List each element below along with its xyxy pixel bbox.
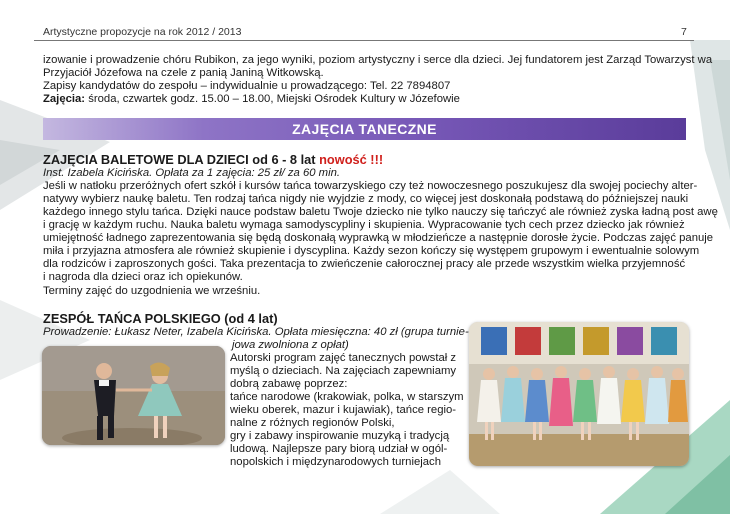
section-banner [43,118,686,140]
page-number: 7 [681,26,687,38]
ballet-line: każdego innego stylu tańca. Dzięki nauce podstaw baletu Twoje dziecko nie tylko nauczy się tańczyć ale również zyska ładną post awę [43,206,718,218]
polish-credits-2: jowa zwolniona z opłat) [232,339,349,351]
polish-line: nalne z różnych regionów Polski, [230,417,395,429]
polish-line: tańce narodowe (krakowiak, polka, w starszym [230,391,464,403]
ballet-heading [43,152,383,167]
ballet-title: ZAJĘCIA BALETOWE DLA DZIECI od 6 - 8 lat [43,152,316,167]
intro-line-2: Przyjaciół Józefowa na czele z panią Janiną Witkowską. [43,67,324,79]
new-badge: nowość !!! [319,152,384,167]
polish-line: ludową. Najlepsze pary biorą udział w ogól- [230,443,448,455]
section-title: ZAJĘCIA TANECZNE [292,121,437,137]
schedule-text: środa, czwartek godz. 15.00 – 18.00, Miejski Ośrodek Kultury w Józefowie [85,93,460,105]
ballet-line: Jeśli w natłoku przeróżnych ofert szkół i kursów tańca towarzyskiego czy też nowoczesnego poszukujesz dla swojej pociechy alter- [43,180,698,192]
intro-line-3: Zapisy kandydatów do zespołu – indywidualnie u prowadzącego: Tel. 22 7894807 [43,80,451,92]
children-group-photo [469,322,689,466]
ballet-line: umiejętność ładnego zaprezentowania się będą doskonałą wyprawką w młodzieńcze a następnie dorosłe życie. Podczas zajęć panuje [43,232,714,244]
running-header: Artystyczne propozycje na rok 2012 / 2013 [43,26,242,38]
ballet-schedule: Terminy zajęć do uzgodnienia we wrześniu. [43,285,261,297]
polish-line: Autorski program zajęć tanecznych powstał z [230,352,457,364]
ballet-line: i grację w każdym ruchu. Nauka baletu wymaga samodyscypliny i skupienia. Wypracowanie tych cech przez dziecko jak również [43,219,685,231]
polish-line: dobrą zabawę poprzez: [230,378,348,390]
polish-dance-heading: ZESPÓŁ TAŃCA POLSKIEGO (od 4 lat) [43,311,278,326]
schedule-label: Zajęcia: [43,93,86,105]
intro-schedule [43,93,460,106]
polish-line: gry i zabawy inspirowanie muzyką i tradycją [230,430,450,442]
ballet-line: natywy wybierz naukę baletu. Ten rodzaj tańca nigdy nie wyjdzie z mody, co więcej jest doskonałą podstawą do późniejszej nauki [43,193,689,205]
dancing-couple-photo [42,346,225,445]
ballet-line: dla rodziców i zaproszonych gości. Taka prezentacja to zwieńczenie całorocznej pracy ale przede wszystkim wielka przyjemność [43,258,686,270]
polish-line: nopolskich i międzynarodowych turniejach [230,456,441,468]
polish-line: myślą o dzieciach. Na zajęciach zapewniamy [230,365,457,377]
polish-credits-1: Prowadzenie: Łukasz Neter, Izabela Kicińska. Opłata miesięczna: 40 zł (grupa turnie- [43,326,469,338]
ballet-line: i nagroda dla dzieci oraz ich opiekunów. [43,271,243,283]
ballet-instructor: Inst. Izabela Kicińska. Opłata za 1 zajęcia: 25 zł/ za 60 min. [43,167,341,179]
ballet-line: miła i przyjazna atmosfera ale również skupienie i dyscyplina. Każdy sezon kończy się występem grupowym i ewentualnie solowym [43,245,700,257]
polish-line: wieku oberek, mazur i kujawiak), tańce regio- [230,404,457,416]
header-divider [34,40,694,41]
intro-line-1: izowanie i prowadzenie chóru Rubikon, za jego wyniki, poziom artystyczny i serce dla dzieci. Jej fundatorem jest Zarząd Towarzyst wa [43,54,713,66]
